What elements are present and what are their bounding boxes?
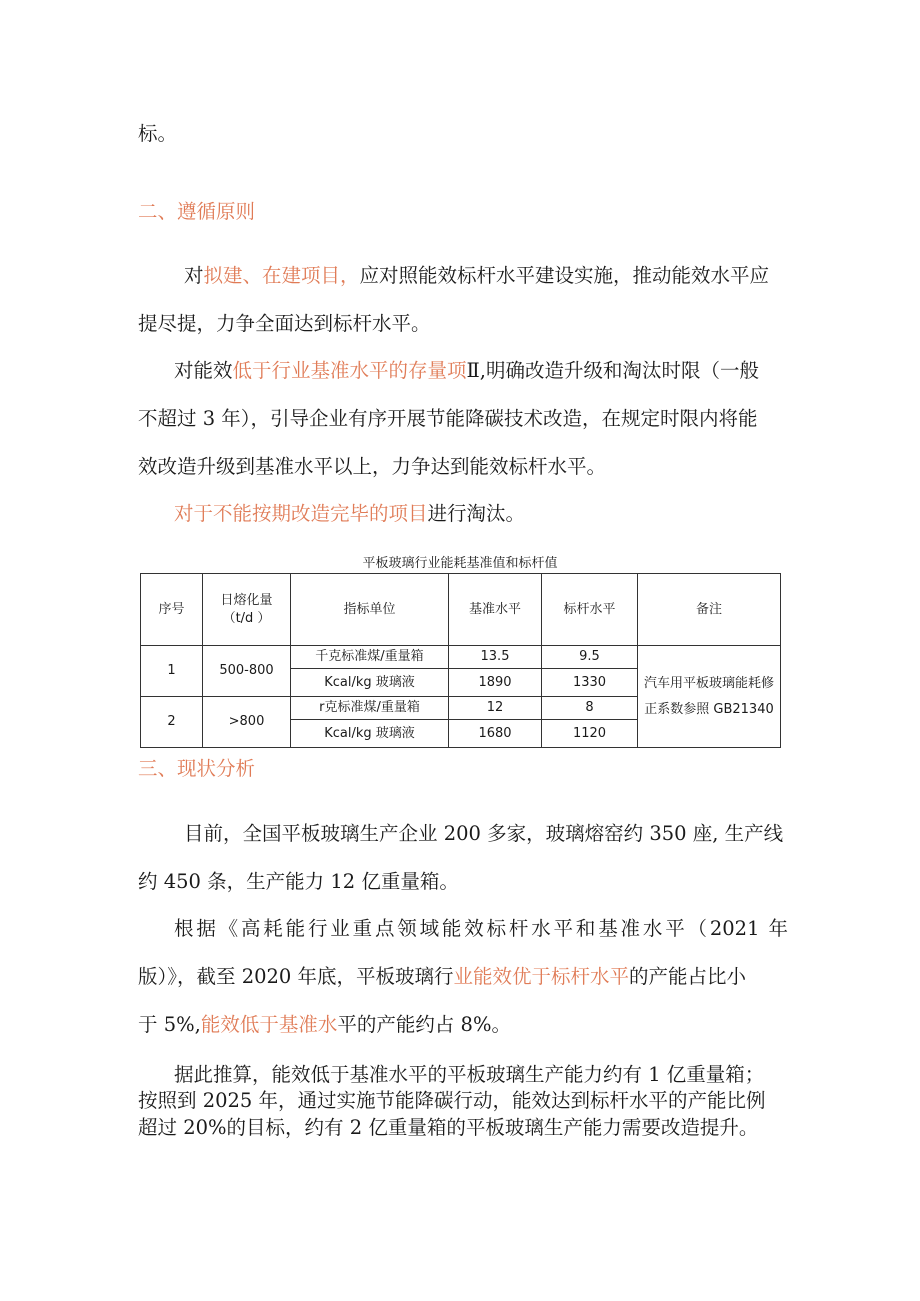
table-cell: 1890 xyxy=(449,669,542,697)
table-cell: 12 xyxy=(449,697,542,720)
highlight-text: 能效低于基准水 xyxy=(200,1013,338,1036)
note-line: 正系数参照 GB21340 xyxy=(644,701,774,717)
paragraph-line: 对拟建、在建项目，应对照能效标杆水平建设实施，推动能效水平应 xyxy=(184,264,770,287)
table-cell: 1330 xyxy=(542,669,638,697)
paragraph-line: 版）》，截至 2020 年底，平板玻璃行业能效优于标杆水平的产能占比小 xyxy=(138,965,747,988)
table-row xyxy=(141,646,781,669)
energy-benchmark-table xyxy=(140,573,781,748)
section-heading-status: 三、现状分析 xyxy=(138,757,256,780)
highlight-text: 能按期改造完毕的项目 xyxy=(232,502,428,525)
table-header-row xyxy=(141,574,781,646)
header-cell: 备注 xyxy=(638,574,781,646)
note-cell xyxy=(638,646,781,748)
note-line: 汽车用平板玻璃能耗修 xyxy=(643,675,774,691)
table-cell: 1 xyxy=(141,646,203,697)
table-cell: 500-800 xyxy=(203,646,291,697)
paragraph-line: 于 5%,能效低于基准水平的产能约占 8%。 xyxy=(138,1013,511,1036)
paragraph-line: 据此推算，能效低于基准水平的平板玻璃生产能力约有 1 亿重量箱； xyxy=(174,1063,765,1086)
paragraph-line: 约 450 条，生产能力 12 亿重量箱。 xyxy=(138,870,459,893)
header-cell: 标杆水平 xyxy=(542,574,638,646)
header-cell: 指标单位 xyxy=(291,574,449,646)
table-cell: r克标准煤/重量箱 xyxy=(291,697,449,720)
header-cell: 序号 xyxy=(141,574,203,646)
table-cell: 1680 xyxy=(449,720,542,748)
paragraph-fragment: 标。 xyxy=(138,122,178,145)
paragraph-line: 效改造升级到基准水平以上，力争达到能效标杆水平。 xyxy=(138,455,607,478)
table-cell: 8 xyxy=(542,697,638,720)
paragraph-line: 对能效低于行业基准水平的存量项Ⅱ,明确改造升级和淘汰时限（一般 xyxy=(174,359,759,382)
paragraph-line: 不超过 3 年），引导企业有序开展节能降碳技术改造，在规定时限内将能 xyxy=(138,407,758,430)
paragraph-line: 提尽提，力争全面达到标杆水平。 xyxy=(138,312,431,335)
table-caption: 平板玻璃行业能耗基准值和标杆值 xyxy=(362,556,558,571)
table-cell: 13.5 xyxy=(449,646,542,669)
paragraph-line: 按照到 2025 年，通过实施节能降碳行动，能效达到标杆水平的产能比例 xyxy=(138,1089,766,1112)
highlight-text: 对于不 xyxy=(174,502,233,525)
table-cell: Kcal/kg 玻璃液 xyxy=(291,669,449,697)
table-cell: Kcal/kg 玻璃液 xyxy=(291,720,449,748)
header-cell: 基准水平 xyxy=(449,574,542,646)
table-cell: 2 xyxy=(141,697,203,748)
paragraph-elimination: 对于不能按期改造完毕的项目进行淘汰。 xyxy=(174,502,526,525)
paragraph-line: 根据《高耗能行业重点领域能效标杆水平和基准水平（2021 年 xyxy=(174,917,788,940)
section-heading-principles: 二、遵循原则 xyxy=(138,200,256,223)
table-cell: 9.5 xyxy=(542,646,638,669)
paragraph-line: 超过 20%的目标，约有 2 亿重量箱的平板玻璃生产能力需要改造提升。 xyxy=(138,1116,759,1139)
highlight-text: 拟建、在建项目， xyxy=(203,264,360,287)
table-cell: >800 xyxy=(203,697,291,748)
table-cell: 1120 xyxy=(542,720,638,748)
highlight-text: 业能效优于标杆水平 xyxy=(453,965,630,988)
paragraph-line: 目前，全国平板玻璃生产企业 200 多家，玻璃熔窑约 350 座, 生产线 xyxy=(184,822,784,845)
header-cell: 日熔化量（t/d ） xyxy=(203,574,291,646)
highlight-text: 低于行业基准水平的存量项 xyxy=(232,359,467,382)
table-cell: 千克标准煤/重量箱 xyxy=(291,646,449,669)
